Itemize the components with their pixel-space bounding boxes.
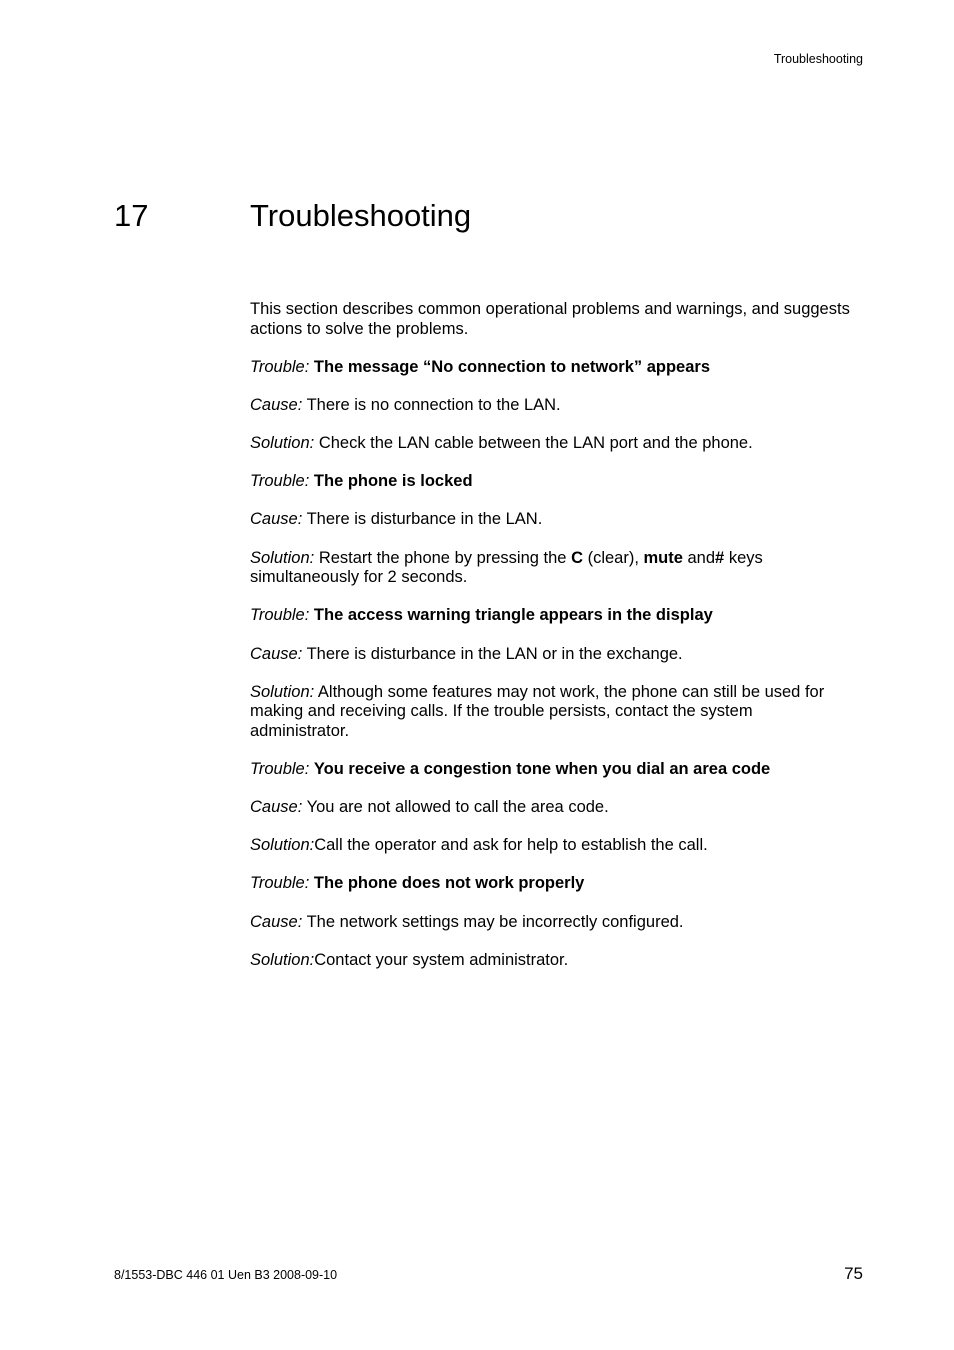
intro-paragraph: This section describes common operational problems and warnings, and suggests actions to solve the problems. — [250, 300, 850, 338]
solution-line — [250, 434, 855, 454]
key-hash: # — [715, 548, 725, 567]
page-number: 75 — [844, 1264, 863, 1283]
key-c: C — [571, 548, 583, 567]
solution-text-part: Restart the phone by pressing the — [318, 548, 572, 567]
trouble-label: Trouble: — [250, 759, 310, 778]
cause-text: The network settings may be incorrectly configured. — [306, 912, 684, 931]
cause-text: There is disturbance in the LAN or in the exchange. — [306, 644, 683, 663]
cause-line — [250, 510, 855, 530]
solution-line — [250, 951, 855, 971]
trouble-label: Trouble: — [250, 874, 310, 893]
solution-text-part: and — [682, 548, 716, 567]
trouble-line — [250, 472, 855, 492]
solution-text-part: keys simultaneously for 2 seconds. — [250, 548, 763, 587]
trouble-line — [250, 760, 855, 780]
cause-line — [250, 645, 855, 665]
cause-line — [250, 396, 855, 416]
solution-text: Check the LAN cable between the LAN port and the phone. — [318, 434, 753, 453]
cause-label: Cause: — [250, 395, 303, 414]
cause-line — [250, 798, 855, 818]
cause-label: Cause: — [250, 912, 303, 931]
key-mute: mute — [643, 548, 683, 567]
trouble-text: The phone is locked — [313, 472, 473, 491]
solution-label: Solution: — [250, 950, 315, 969]
chapter-body — [250, 300, 855, 989]
trouble-line — [250, 358, 855, 378]
chapter-title: Troubleshooting — [250, 198, 472, 233]
cause-label: Cause: — [250, 798, 303, 817]
cause-text: There is disturbance in the LAN. — [306, 510, 543, 529]
trouble-label: Trouble: — [250, 606, 310, 625]
trouble-text: The phone does not work properly — [313, 874, 585, 893]
solution-line — [250, 683, 855, 742]
cause-label: Cause: — [250, 510, 303, 529]
solution-text-part: (clear), — [582, 548, 644, 567]
solution-label: Solution: — [250, 836, 315, 855]
solution-text: Contact your system administrator. — [314, 950, 569, 969]
trouble-text: You receive a congestion tone when you dial an area code — [313, 759, 771, 778]
cause-text: There is no connection to the LAN. — [306, 395, 561, 414]
trouble-text: The message “No connection to network” appears — [313, 357, 710, 376]
solution-text: Call the operator and ask for help to establish the call. — [314, 836, 708, 855]
chapter-number: 17 — [114, 198, 149, 233]
solution-line — [250, 549, 855, 588]
running-header: Troubleshooting — [773, 52, 863, 66]
trouble-label: Trouble: — [250, 357, 310, 376]
cause-label: Cause: — [250, 644, 303, 663]
trouble-line — [250, 874, 855, 894]
solution-line — [250, 836, 855, 856]
solution-label: Solution: — [250, 434, 315, 453]
cause-line — [250, 913, 855, 933]
trouble-line — [250, 606, 855, 626]
trouble-text: The access warning triangle appears in the display — [313, 606, 713, 625]
solution-label: Solution: — [250, 548, 315, 567]
cause-text: You are not allowed to call the area code. — [306, 798, 609, 817]
solution-label: Solution: — [250, 682, 315, 701]
trouble-label: Trouble: — [250, 472, 310, 491]
solution-text: Although some features may not work, the phone can still be used for making and receiving calls. If the trouble persists, contact the system administrator. — [250, 682, 825, 740]
footer-doc-id: 8/1553-DBC 446 01 Uen B3 2008-09-10 — [114, 1268, 338, 1282]
